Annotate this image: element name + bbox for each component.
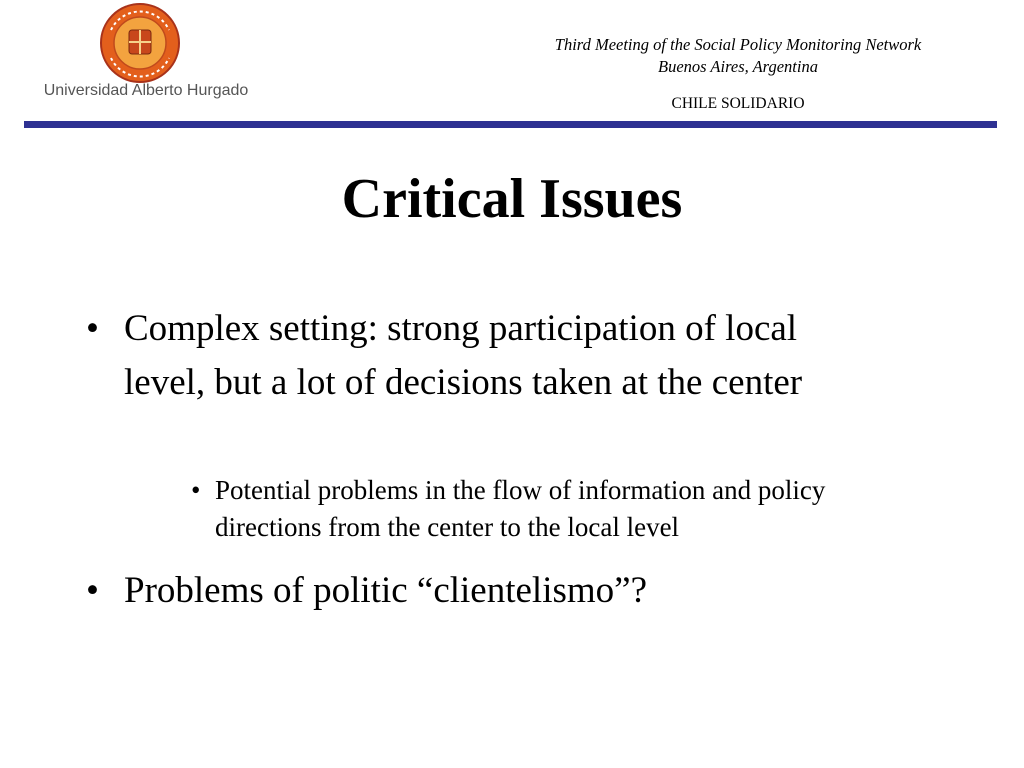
university-seal-logo bbox=[99, 2, 181, 84]
sub-bullet-marker: • bbox=[191, 475, 201, 505]
meeting-location: Buenos Aires, Argentina bbox=[658, 57, 818, 76]
sub-bullet-text: Potential problems in the flow of information and policy directions from the center to the local level bbox=[215, 475, 826, 542]
slide-title: Critical Issues bbox=[341, 168, 683, 230]
meeting-title: Third Meeting of the Social Policy Monitoring Network bbox=[554, 35, 922, 54]
meeting-header bbox=[505, 34, 971, 78]
bullet-text: Complex setting: strong participation of local level, but a lot of decisions taken at the center bbox=[124, 308, 803, 403]
bullet-marker: • bbox=[86, 570, 99, 611]
sub-bullet-item bbox=[191, 472, 915, 546]
bullet-text: Problems of politic “clientelismo”? bbox=[124, 570, 648, 611]
university-name: Universidad Alberto Hurgado bbox=[43, 82, 249, 99]
bullet-item bbox=[86, 302, 884, 410]
university-seal-svg bbox=[99, 2, 181, 84]
header-divider bbox=[24, 121, 997, 128]
bullet-marker: • bbox=[86, 308, 99, 349]
bullet-item bbox=[86, 564, 884, 618]
program-name: CHILE SOLIDARIO bbox=[671, 95, 805, 112]
